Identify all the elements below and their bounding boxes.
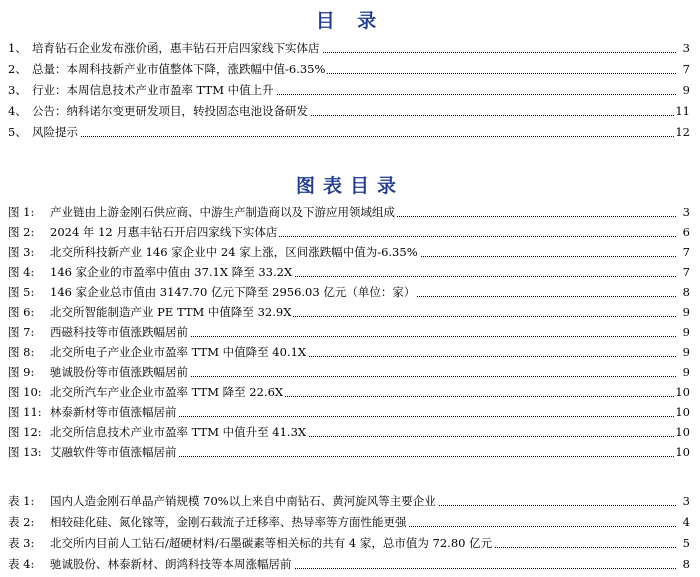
sec-entry[interactable] (8, 124, 690, 140)
fig-entry-page: 7 (682, 245, 690, 259)
fig-entry[interactable] (8, 344, 690, 360)
tbl-entry[interactable] (8, 556, 690, 572)
fig-entry-title[interactable]: 2024 年 12 月惠丰钻石开启四家线下实体店 (50, 225, 278, 239)
fig-entry-title[interactable]: 驰诚股份等市值涨跌幅居前 (50, 365, 188, 379)
sec-entry-number: 4、 (8, 104, 27, 118)
fig-entry[interactable] (8, 364, 690, 380)
figures-heading: 图表目录 (295, 175, 404, 197)
tbl-entry-number: 表 1: (8, 494, 35, 508)
sec-entry-number: 2、 (8, 62, 27, 76)
sec-entry-page: 9 (682, 83, 690, 97)
tbl-entry-page: 3 (682, 494, 690, 508)
tbl-entry-title[interactable]: 相较硅化硅、氮化镓等，金刚石载流子迁移率、热导率等方面性能更强 (50, 515, 407, 529)
fig-entry[interactable] (8, 204, 690, 220)
tbl-entry-page: 4 (682, 515, 690, 529)
fig-entry-number: 图 10: (8, 385, 42, 399)
sec-entry[interactable] (8, 61, 690, 77)
sec-entry-number: 1、 (8, 41, 27, 55)
fig-entry-title[interactable]: 146 家企业总市值由 3147.70 亿元下降至 2956.03 亿元（单位：家） (50, 285, 416, 299)
fig-entry[interactable] (8, 264, 690, 280)
fig-entry-page: 10 (675, 405, 690, 419)
tbl-entry-number: 表 4: (8, 557, 35, 571)
sec-entry-page: 7 (682, 62, 690, 76)
fig-entry-title[interactable]: 西磁科技等市值涨跌幅居前 (50, 325, 188, 339)
fig-entry-page: 10 (675, 425, 690, 439)
fig-entry-title[interactable]: 北交所信息技术产业市盈率 TTM 中值升至 41.3X (50, 425, 307, 439)
sec-entry-page: 11 (675, 104, 690, 118)
sec-entry-title[interactable]: 行业：本周信息技术产业市盈率 TTM 中值上升 (32, 83, 274, 97)
fig-entry-title[interactable]: 北交所电子产业企业市盈率 TTM 中值降至 40.1X (50, 345, 307, 359)
fig-entry-number: 图 8: (8, 345, 35, 359)
fig-entry[interactable] (8, 284, 690, 300)
tbl-entry-title[interactable]: 驰诚股份、林泰新材、朗鸿科技等本周涨幅居前 (50, 557, 292, 571)
fig-entry[interactable] (8, 404, 690, 420)
fig-entry[interactable] (8, 444, 690, 460)
dot-leader (32, 136, 676, 137)
sec-entry-title[interactable]: 培育钻石企业发布涨价函，惠丰钻石开启四家线下实体店 (32, 41, 320, 55)
sec-entry-title[interactable]: 风险提示 (32, 125, 78, 139)
fig-entry-number: 图 11: (8, 405, 42, 419)
tbl-entry-page: 8 (682, 557, 690, 571)
fig-entry-page: 9 (682, 365, 690, 379)
fig-entry-page: 7 (682, 265, 690, 279)
fig-entry-title[interactable]: 北交所科技新产业 146 家企业中 24 家上涨，区间涨跌幅中值为-6.35% (50, 245, 418, 259)
fig-entry-title[interactable]: 艾融软件等市值涨幅居前 (50, 445, 177, 459)
fig-entry-page: 9 (682, 305, 690, 319)
fig-entry-number: 图 1: (8, 205, 35, 219)
fig-entry-number: 图 13: (8, 445, 42, 459)
tbl-entry[interactable] (8, 493, 690, 509)
sec-entry-title[interactable]: 总量：本周科技新产业市值整体下降，涨跌幅中值-6.35% (32, 62, 326, 76)
fig-entry-number: 图 6: (8, 305, 35, 319)
sec-entry[interactable] (8, 82, 690, 98)
tbl-entry-page: 5 (682, 536, 690, 550)
fig-entry-title[interactable]: 产业链由上游金刚石供应商、中游生产制造商以及下游应用领域组成 (50, 205, 395, 219)
fig-entry-title[interactable]: 北交所汽车产业企业市盈率 TTM 降至 22.6X (50, 385, 284, 399)
fig-entry-page: 9 (682, 325, 690, 339)
sec-entry-number: 3、 (8, 83, 27, 97)
tbl-entry-number: 表 3: (8, 536, 35, 550)
sec-entry-number: 5、 (8, 125, 27, 139)
fig-entry-number: 图 7: (8, 325, 35, 339)
fig-entry-number: 图 3: (8, 245, 35, 259)
sec-entry-page: 3 (682, 41, 690, 55)
tbl-entry[interactable] (8, 535, 690, 551)
fig-entry-page: 8 (682, 285, 690, 299)
fig-entry-title[interactable]: 北交所智能制造产业 PE TTM 中值降至 32.9X (50, 305, 292, 319)
toc-heading: 目 录 (315, 10, 385, 32)
fig-entry[interactable] (8, 304, 690, 320)
fig-entry-number: 图 12: (8, 425, 42, 439)
sec-entry[interactable] (8, 40, 690, 56)
fig-entry-number: 图 4: (8, 265, 35, 279)
fig-entry-page: 9 (682, 345, 690, 359)
fig-entry-number: 图 2: (8, 225, 35, 239)
fig-entry[interactable] (8, 244, 690, 260)
fig-entry-page: 10 (675, 385, 690, 399)
tbl-entry[interactable] (8, 514, 690, 530)
tbl-entry-title[interactable]: 北交所内目前人工钻石/超硬材料/石墨碳素等相关标的共有 4 家，总市值为 72.80 亿元 (50, 536, 493, 550)
fig-entry-number: 图 5: (8, 285, 35, 299)
fig-entry-page: 10 (675, 445, 690, 459)
sec-entry-title[interactable]: 公告：纳科诺尔变更研发项目，转投固态电池设备研发 (32, 104, 308, 118)
fig-entry[interactable] (8, 324, 690, 340)
fig-entry-title[interactable]: 146 家企业的市盈率中值由 37.1X 降至 33.2X (50, 265, 293, 279)
fig-entry-title[interactable]: 林泰新材等市值涨幅居前 (50, 405, 177, 419)
fig-entry-number: 图 9: (8, 365, 35, 379)
fig-entry-page: 3 (682, 205, 690, 219)
sec-entry[interactable] (8, 103, 690, 119)
fig-entry-page: 6 (682, 225, 690, 239)
tbl-entry-title[interactable]: 国内人造金刚石单晶产销规模 70%以上来自中南钻石、黄河旋风等主要企业 (50, 494, 436, 508)
fig-entry[interactable] (8, 424, 690, 440)
sec-entry-page: 12 (675, 125, 690, 139)
fig-entry[interactable] (8, 384, 690, 400)
fig-entry[interactable] (8, 224, 690, 240)
tbl-entry-number: 表 2: (8, 515, 35, 529)
